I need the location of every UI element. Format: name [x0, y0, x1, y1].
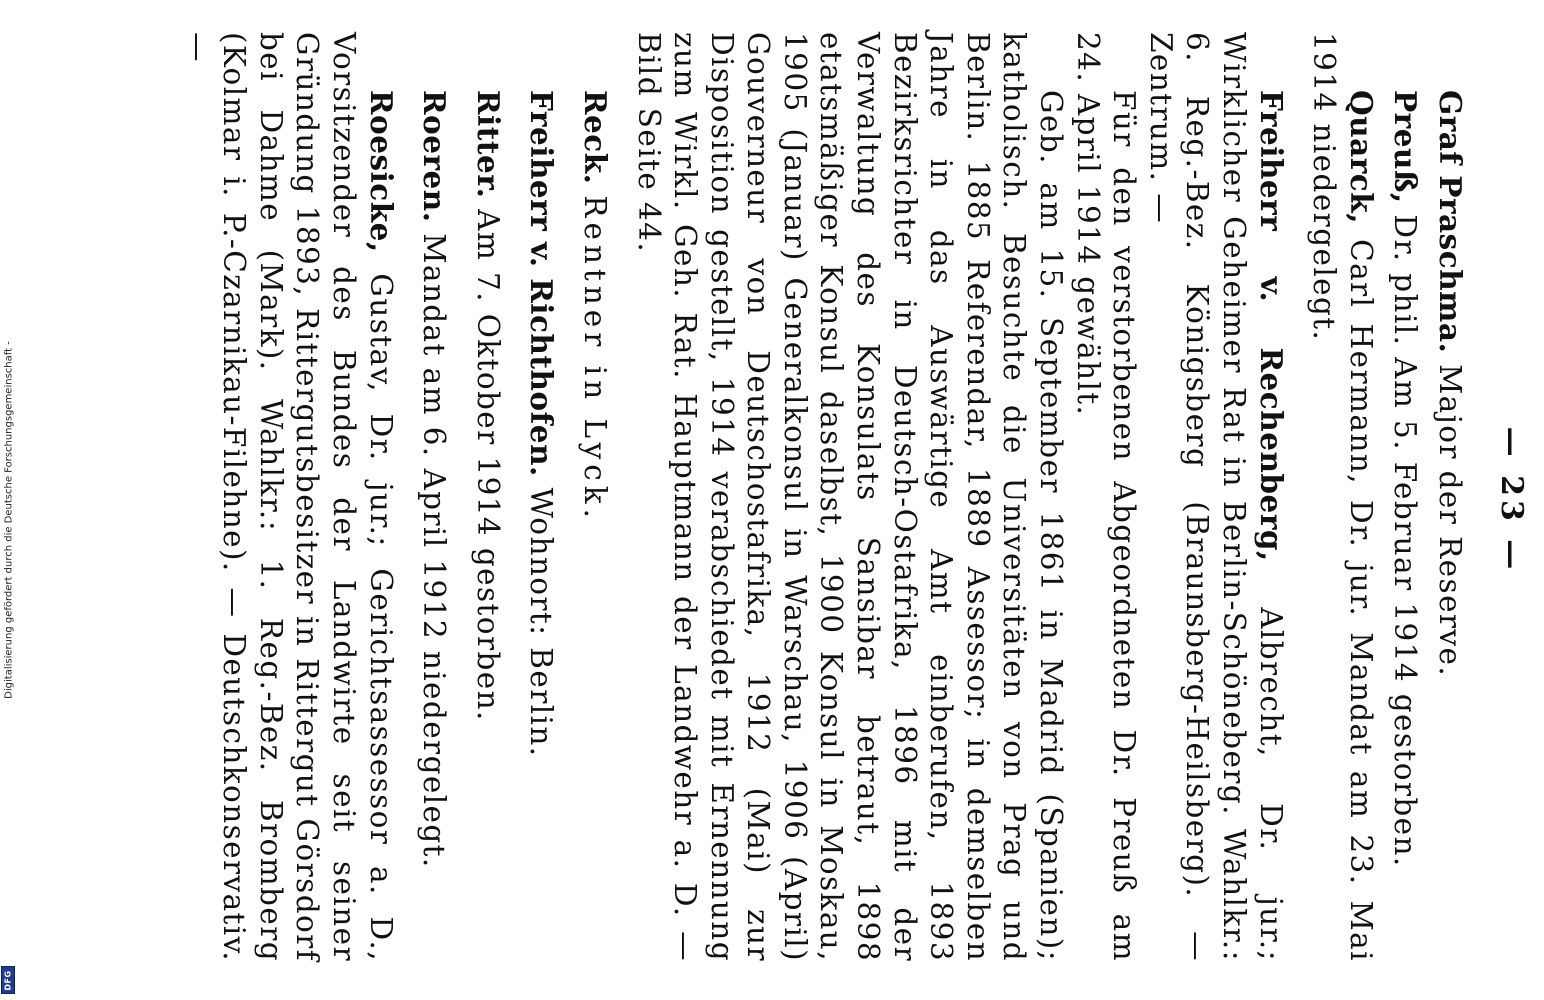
- entry-text: Rentner in Lyck.: [577, 195, 612, 524]
- dfg-logo: [1, 966, 15, 994]
- entry-roesicke: [179, 32, 399, 962]
- entry-name: Roesicke,: [363, 90, 399, 253]
- entry-name: Freiherr v. Richthofen.: [524, 90, 560, 477]
- entry-preuss: [1387, 32, 1424, 962]
- entry-text: Albrecht, Dr. jur.; Wirklicher Geheimer Rat in Berlin-Schöneberg. Wahlkr.: 6. Reg.-Bez. Königsberg (Braunsberg-Heilsberg). — Zentrum. —: [1143, 32, 1288, 962]
- entry-ritter: [469, 32, 506, 962]
- entry-name: Preuß,: [1388, 90, 1424, 204]
- entry-richthofen: [523, 32, 560, 962]
- entry-roeren: [416, 32, 453, 962]
- entry-quarck: [1306, 32, 1379, 962]
- entry-text: Major der Reserve.: [1433, 364, 1467, 678]
- entry-text: Carl Hermann, Dr. jur. Mandat am 23. Mai 1914 niedergelegt.: [1307, 32, 1378, 963]
- entry-name: Quarck,: [1343, 90, 1379, 224]
- entry-name: Reck.: [577, 90, 613, 185]
- entry-text: Mandat am 6. April 1912 niedergelegt.: [417, 233, 452, 869]
- page-number: — 23 —: [1494, 426, 1529, 574]
- entry-note: Für den verstorbenen Abgeordneten Dr. Preuß am 24. April 1914 gewählt.: [1070, 32, 1142, 962]
- digitization-notice: [2, 0, 16, 1000]
- entry-praschma: [1431, 32, 1468, 962]
- entry-text: Gustav, Dr. jur.; Gerichtsassessor a. D., Vorsitzender des Bundes der Landwirte seit seiner Gründung 1893, Rittergutsbesitzer in Rittergut Görsdorf bei Dahme (Mark). Wahlkr.: 1. Reg.-Bez. Bromberg (Kolmar i. P.-Czarnikau-Filehne). — Deutschkonservativ. —: [180, 32, 398, 962]
- digitization-notice-text: Digitalisierung gefördert durch die Deutsche Forschungsgemeinschaft -: [3, 341, 15, 699]
- entry-text: Wohnort: Berlin.: [524, 487, 559, 758]
- entry-name: Ritter.: [470, 90, 506, 199]
- entry-rechenberg: [630, 32, 1289, 962]
- entry-name: Roeren.: [417, 90, 453, 223]
- dfg-logo-text: DFG: [3, 969, 13, 991]
- scanned-page: [150, 0, 1530, 1000]
- entry-text: Dr. phil. Am 5. Februar 1914 gestorben.: [1388, 214, 1423, 868]
- entry-text: Am 7. Oktober 1914 gestorben.: [470, 209, 505, 722]
- entry-biography: Geb. am 15. September 1861 in Madrid (Spanien); katholisch. Besuchte die Universitäten von Prag und Berlin. 1885 Referendar, 1889 Assessor; in demselben Jahre in das Auswärtige Amt einberufen, 1893 Bezirksrichter in Deutsch-Ostafrika, 1896 mit der Verwaltung des Konsulats Sansibar betraut, 1898 etatsmäßiger Konsul daselbst, 1900 Konsul in Moskau, 1905 (Januar) Generalkonsul in Warschau, 1906 (April) Gouverneur von Deutschostafrika, 1912 (Mai) zur Disposition gestellt, 1914 verabschiedet mit Ernennung zum Wirkl. Geh. Rat. Hauptmann der Landwehr a. D. — Bild Seite 44.: [631, 32, 1069, 962]
- entry-name: Graf Praschma.: [1433, 90, 1468, 354]
- entry-list: [162, 32, 1468, 962]
- entry-reck: [576, 32, 613, 962]
- entry-name: Freiherr v. Rechenberg,: [1253, 90, 1289, 562]
